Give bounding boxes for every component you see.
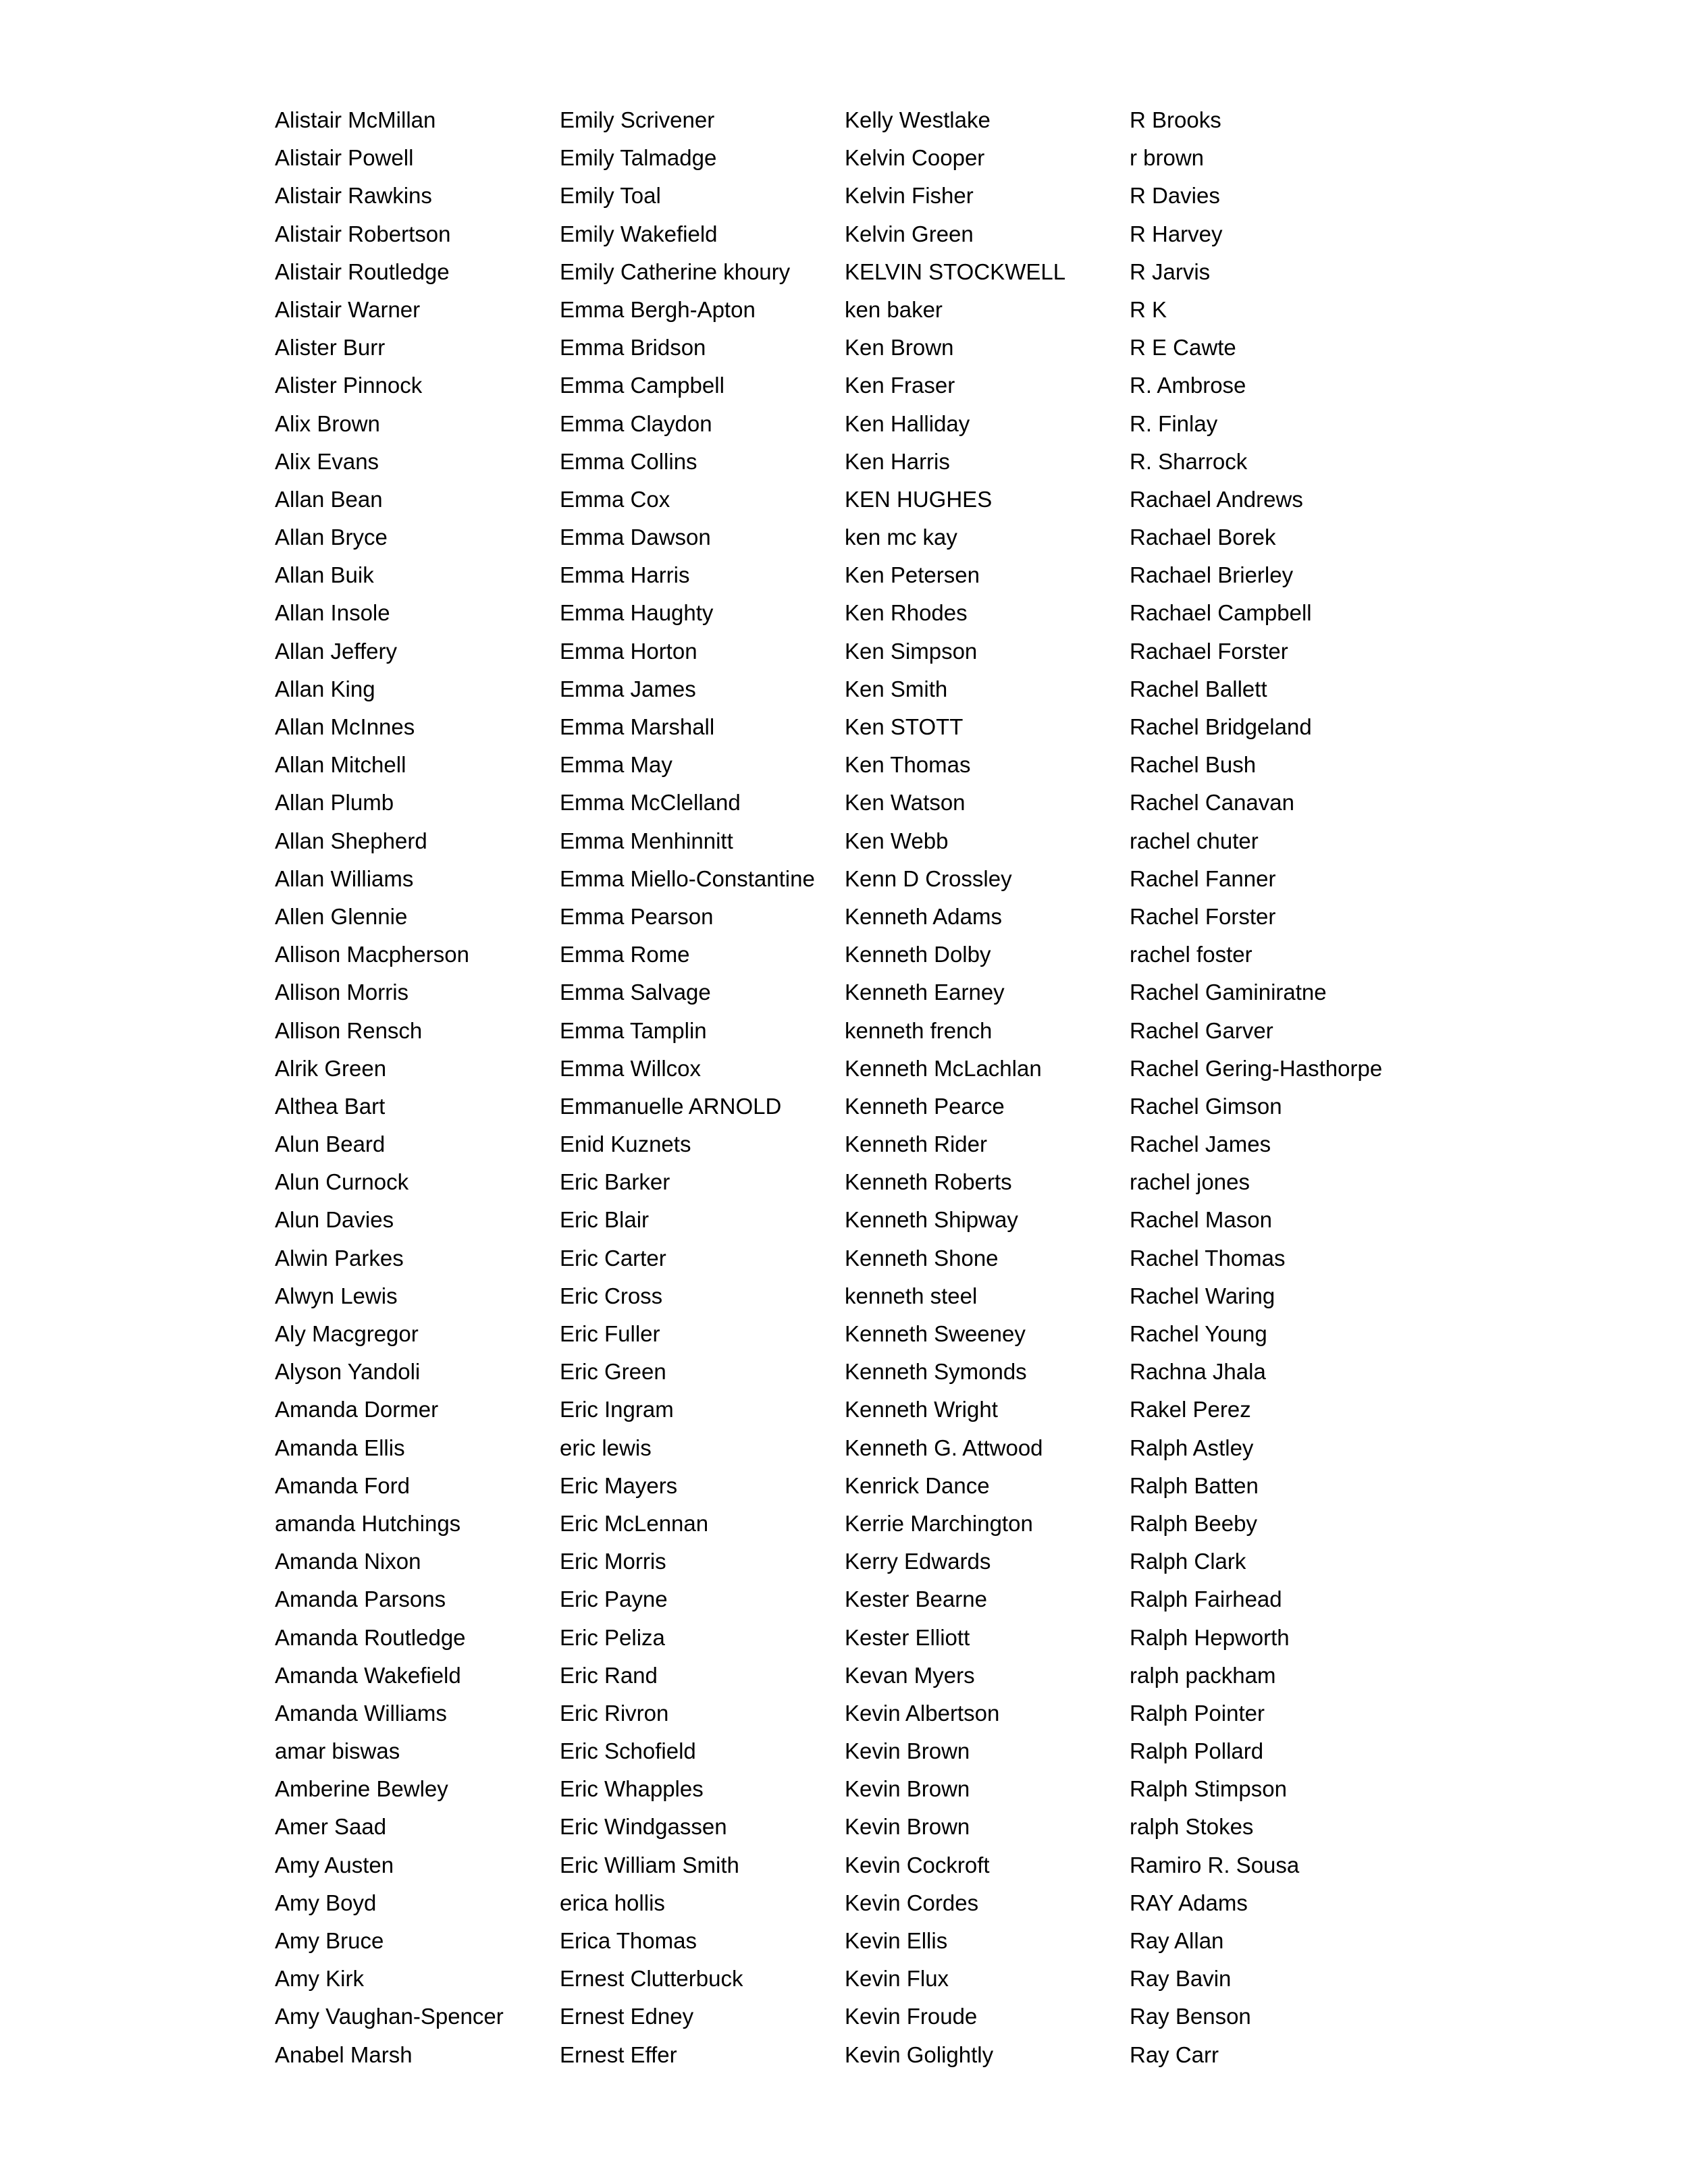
name-entry: Kerrie Marchington — [845, 1510, 1033, 1536]
name-entry: Amanda Williams — [275, 1700, 447, 1726]
name-entry: Kenneth McLachlan — [845, 1055, 1042, 1081]
name-entry: Alistair Powell — [275, 145, 414, 171]
name-entry: Ken Watson — [845, 790, 966, 816]
name-entry: Kenneth G. Attwood — [845, 1435, 1043, 1460]
name-entry: Alwyn Lewis — [275, 1283, 398, 1308]
name-entry: Ralph Batten — [1130, 1472, 1259, 1498]
name-entry: Emma Willcox — [560, 1055, 702, 1081]
name-entry: Kevin Golightly — [845, 2042, 994, 2067]
name-entry: r brown — [1130, 145, 1205, 171]
name-entry: Kenneth Pearce — [845, 1093, 1005, 1119]
name-entry: Allison Morris — [275, 980, 409, 1005]
name-entry: Rachel Waring — [1130, 1283, 1275, 1308]
name-entry: rachel jones — [1130, 1169, 1250, 1195]
name-entry: Eric Ingram — [560, 1397, 674, 1422]
name-entry: Eric Carter — [560, 1245, 666, 1271]
name-entry: Kevin Brown — [845, 1776, 970, 1802]
name-entry: Allison Macpherson — [275, 942, 469, 967]
name-entry: Emma Bergh-Apton — [560, 296, 756, 322]
name-entry: Allan Bean — [275, 486, 383, 512]
name-entry: R. Sharrock — [1130, 448, 1248, 474]
name-entry: Ken Halliday — [845, 410, 970, 436]
name-entry: Ernest Effer — [560, 2042, 677, 2067]
name-entry: ralph packham — [1130, 1662, 1276, 1688]
name-entry: Amer Saad — [275, 1814, 387, 1840]
name-entry: Rachael Andrews — [1130, 486, 1303, 512]
name-entry: Emma Claydon — [560, 410, 712, 436]
name-entry: Ken Rhodes — [845, 600, 968, 626]
name-entry: R Brooks — [1130, 107, 1221, 132]
name-entry: Aly Macgregor — [275, 1321, 419, 1346]
name-entry: Alix Evans — [275, 448, 379, 474]
name-entry: Rachael Borek — [1130, 525, 1276, 550]
name-entry: Kenneth Rider — [845, 1131, 987, 1157]
name-column-2 — [560, 101, 843, 2074]
name-entry: Alistair Robertson — [275, 221, 451, 246]
name-entry: Kerry Edwards — [845, 1549, 991, 1574]
name-entry: Ralph Fairhead — [1130, 1587, 1282, 1612]
name-entry: Emma McClelland — [560, 790, 741, 816]
name-entry: Kevin Brown — [845, 1738, 970, 1764]
name-entry: Emma Collins — [560, 448, 697, 474]
name-entry: R E Cawte — [1130, 335, 1236, 361]
name-entry: Ken Petersen — [845, 562, 980, 588]
name-entry: Alyson Yandoli — [275, 1359, 421, 1385]
name-column-4 — [1130, 101, 1413, 2074]
name-entry: Anabel Marsh — [275, 2042, 413, 2067]
name-entry: Ken Smith — [845, 676, 948, 701]
name-entry: Emma Salvage — [560, 980, 711, 1005]
name-entry: Kenneth Symonds — [845, 1359, 1027, 1385]
name-entry: Enid Kuznets — [560, 1131, 691, 1157]
name-entry: Rachael Campbell — [1130, 600, 1312, 626]
name-entry: eric lewis — [560, 1435, 652, 1460]
name-entry: ralph Stokes — [1130, 1814, 1254, 1840]
name-entry: Ralph Astley — [1130, 1435, 1254, 1460]
name-entry: Rachel James — [1130, 1131, 1271, 1157]
name-entry: Amanda Routledge — [275, 1624, 466, 1650]
name-entry: Allan Insole — [275, 600, 390, 626]
name-entry: Emma Campbell — [560, 373, 724, 398]
name-entry: Alun Davies — [275, 1207, 394, 1233]
name-entry: R. Finlay — [1130, 410, 1218, 436]
name-entry: Allan Mitchell — [275, 752, 406, 778]
name-entry: amanda Hutchings — [275, 1510, 461, 1536]
name-entry: Rakel Perez — [1130, 1397, 1251, 1422]
name-entry: Amy Austen — [275, 1852, 394, 1877]
name-entry: Kenn D Crossley — [845, 865, 1012, 891]
name-entry: Rachel Garver — [1130, 1017, 1273, 1043]
name-entry: rachel foster — [1130, 942, 1252, 967]
name-entry: Emily Toal — [560, 183, 661, 209]
name-entry: Rachel Bridgeland — [1130, 714, 1312, 739]
name-entry: Emma Tamplin — [560, 1017, 707, 1043]
name-entry: Ken Webb — [845, 828, 949, 853]
name-entry: Allan King — [275, 676, 375, 701]
name-entry: Ernest Edney — [560, 2004, 694, 2029]
name-entry: Ralph Pollard — [1130, 1738, 1264, 1764]
name-entry: Eric Rivron — [560, 1700, 669, 1726]
name-entry: Kevin Froude — [845, 2004, 978, 2029]
name-entry: Kenneth Wright — [845, 1397, 998, 1422]
name-entry: Eric Morris — [560, 1549, 666, 1574]
name-entry: R Harvey — [1130, 221, 1223, 246]
name-entry: Ramiro R. Sousa — [1130, 1852, 1300, 1877]
name-entry: Alister Pinnock — [275, 373, 423, 398]
name-entry: Eric Schofield — [560, 1738, 696, 1764]
name-entry: Emily Talmadge — [560, 145, 717, 171]
name-entry: Rachna Jhala — [1130, 1359, 1266, 1385]
name-entry: Amberine Bewley — [275, 1776, 448, 1802]
name-entry: Emma Pearson — [560, 903, 714, 929]
name-entry: Ken Simpson — [845, 638, 978, 664]
name-entry: Kelly Westlake — [845, 107, 991, 132]
name-entry: Kevin Brown — [845, 1814, 970, 1840]
name-entry: R. Ambrose — [1130, 373, 1246, 398]
name-entry: kenneth steel — [845, 1283, 978, 1308]
name-entry: Amanda Nixon — [275, 1549, 421, 1574]
name-entry: Emma Marshall — [560, 714, 715, 739]
name-entry: Kelvin Cooper — [845, 145, 985, 171]
name-entry: Amanda Dormer — [275, 1397, 439, 1422]
name-entry: Ralph Clark — [1130, 1549, 1246, 1574]
name-entry: Amy Kirk — [275, 1966, 364, 1992]
name-entry: Alistair Rawkins — [275, 183, 432, 209]
name-entry: Erica Thomas — [560, 1928, 697, 1953]
name-entry: Ray Allan — [1130, 1928, 1224, 1953]
name-entry: Kenneth Dolby — [845, 942, 991, 967]
name-entry: Alun Curnock — [275, 1169, 409, 1195]
name-entry: Ray Bavin — [1130, 1966, 1232, 1992]
name-entry: Ralph Pointer — [1130, 1700, 1265, 1726]
name-entry: Eric Mayers — [560, 1472, 678, 1498]
name-entry: Kelvin Green — [845, 221, 974, 246]
name-entry: Alwin Parkes — [275, 1245, 404, 1271]
name-entry: R K — [1130, 296, 1167, 322]
name-entry: Allen Glennie — [275, 903, 408, 929]
name-entry: Eric William Smith — [560, 1852, 739, 1877]
name-entry: Eric Peliza — [560, 1624, 665, 1650]
name-entry: Allan Buik — [275, 562, 374, 588]
name-entry: Emily Scrivener — [560, 107, 715, 132]
name-entry: Rachel Thomas — [1130, 1245, 1286, 1271]
name-entry: Alistair Routledge — [275, 259, 450, 284]
name-entry: Ken Fraser — [845, 373, 955, 398]
name-entry: Emma May — [560, 752, 672, 778]
name-entry: Rachel Fanner — [1130, 865, 1276, 891]
name-entry: Kenneth Earney — [845, 980, 1005, 1005]
name-entry: Kenneth Adams — [845, 903, 1002, 929]
name-entry: Kevin Ellis — [845, 1928, 948, 1953]
name-entry: Rachael Brierley — [1130, 562, 1294, 588]
name-entry: Rachel Forster — [1130, 903, 1276, 929]
name-entry: Alun Beard — [275, 1131, 386, 1157]
name-entry: Alister Burr — [275, 335, 386, 361]
name-entry: Rachel Mason — [1130, 1207, 1272, 1233]
name-entry: Kenneth Shipway — [845, 1207, 1018, 1233]
name-entry: Emma James — [560, 676, 696, 701]
name-entry: Kevin Cockroft — [845, 1852, 990, 1877]
name-entry: Ken STOTT — [845, 714, 964, 739]
name-entry: Kevin Flux — [845, 1966, 949, 1992]
name-entry: R Davies — [1130, 183, 1220, 209]
name-entry: Allan Jeffery — [275, 638, 397, 664]
name-entry: Emma Bridson — [560, 335, 706, 361]
name-entry: Kevin Cordes — [845, 1890, 979, 1915]
name-entry: Kelvin Fisher — [845, 183, 974, 209]
name-entry: Eric McLennan — [560, 1510, 709, 1536]
name-entry: Kenrick Dance — [845, 1472, 990, 1498]
name-entry: Emma Harris — [560, 562, 690, 588]
name-entry: Alix Brown — [275, 410, 380, 436]
name-entry: Kenneth Shone — [845, 1245, 999, 1271]
name-entry: RAY Adams — [1130, 1890, 1248, 1915]
name-column-3 — [845, 101, 1128, 2074]
name-entry: Allison Rensch — [275, 1017, 423, 1043]
name-entry: Emily Wakefield — [560, 221, 718, 246]
name-entry: Allan Williams — [275, 865, 414, 891]
name-entry: Eric Blair — [560, 1207, 650, 1233]
name-entry: Rachel Bush — [1130, 752, 1257, 778]
name-entry: Amanda Wakefield — [275, 1662, 461, 1688]
name-entry: erica hollis — [560, 1890, 665, 1915]
name-entry: Eric Payne — [560, 1587, 668, 1612]
name-entry: Ken Harris — [845, 448, 950, 474]
name-entry: Kevin Albertson — [845, 1700, 1000, 1726]
name-entry: Eric Rand — [560, 1662, 658, 1688]
name-entry: Emma Dawson — [560, 525, 711, 550]
name-entry: Allan Bryce — [275, 525, 388, 550]
name-entry: Ray Benson — [1130, 2004, 1251, 2029]
name-entry: Eric Windgassen — [560, 1814, 727, 1840]
name-entry: Amanda Parsons — [275, 1587, 446, 1612]
name-entry: Eric Green — [560, 1359, 666, 1385]
name-entry: ken mc kay — [845, 525, 957, 550]
name-entry: Ralph Beeby — [1130, 1510, 1257, 1536]
name-entry: Emma Miello-Constantine — [560, 865, 815, 891]
name-entry: Amy Boyd — [275, 1890, 377, 1915]
name-entry: Emmanuelle ARNOLD — [560, 1093, 782, 1119]
name-entry: Rachael Forster — [1130, 638, 1288, 664]
name-entry: Rachel Gering-Hasthorpe — [1130, 1055, 1383, 1081]
name-entry: KELVIN STOCKWELL — [845, 259, 1066, 284]
name-entry: amar biswas — [275, 1738, 400, 1764]
name-entry: KEN HUGHES — [845, 486, 993, 512]
name-entry: Ernest Clutterbuck — [560, 1966, 743, 1992]
name-entry: Rachel Young — [1130, 1321, 1267, 1346]
name-entry: Amanda Ford — [275, 1472, 410, 1498]
name-entry: Emma Haughty — [560, 600, 714, 626]
name-entry: Amy Bruce — [275, 1928, 384, 1953]
name-entry: Allan McInnes — [275, 714, 415, 739]
name-entry: Kester Elliott — [845, 1624, 970, 1650]
name-entry: ken baker — [845, 296, 943, 322]
name-entry: Emma Rome — [560, 942, 690, 967]
name-entry: Ralph Stimpson — [1130, 1776, 1287, 1802]
name-entry: Allan Plumb — [275, 790, 394, 816]
name-entry: Emma Horton — [560, 638, 697, 664]
name-entry: Rachel Gimson — [1130, 1093, 1282, 1119]
name-entry: Kenneth Roberts — [845, 1169, 1012, 1195]
name-entry: Amy Vaughan-Spencer — [275, 2004, 504, 2029]
name-entry: Kester Bearne — [845, 1587, 987, 1612]
name-entry: R Jarvis — [1130, 259, 1211, 284]
name-entry: Amanda Ellis — [275, 1435, 405, 1460]
name-entry: Rachel Canavan — [1130, 790, 1294, 816]
name-entry: Ken Thomas — [845, 752, 971, 778]
name-entry: kenneth french — [845, 1017, 993, 1043]
name-entry: Ralph Hepworth — [1130, 1624, 1290, 1650]
name-entry: Emily Catherine khoury — [560, 259, 791, 284]
name-entry: Eric Barker — [560, 1169, 670, 1195]
name-entry: Emma Cox — [560, 486, 670, 512]
name-entry: Rachel Ballett — [1130, 676, 1267, 701]
name-entry: Ray Carr — [1130, 2042, 1219, 2067]
name-entry: Ken Brown — [845, 335, 954, 361]
name-entry: Alistair Warner — [275, 296, 421, 322]
name-entry: rachel chuter — [1130, 828, 1259, 853]
name-column-1 — [275, 101, 558, 2074]
name-entry: Emma Menhinnitt — [560, 828, 733, 853]
name-entry: Althea Bart — [275, 1093, 386, 1119]
name-entry: Kevan Myers — [845, 1662, 975, 1688]
name-entry: Eric Whapples — [560, 1776, 704, 1802]
name-entry: Kenneth Sweeney — [845, 1321, 1026, 1346]
name-entry: Alistair McMillan — [275, 107, 436, 132]
name-entry: Eric Fuller — [560, 1321, 660, 1346]
name-entry: Alrik Green — [275, 1055, 387, 1081]
name-entry: Eric Cross — [560, 1283, 663, 1308]
name-entry: Allan Shepherd — [275, 828, 427, 853]
name-entry: Rachel Gaminiratne — [1130, 980, 1327, 1005]
